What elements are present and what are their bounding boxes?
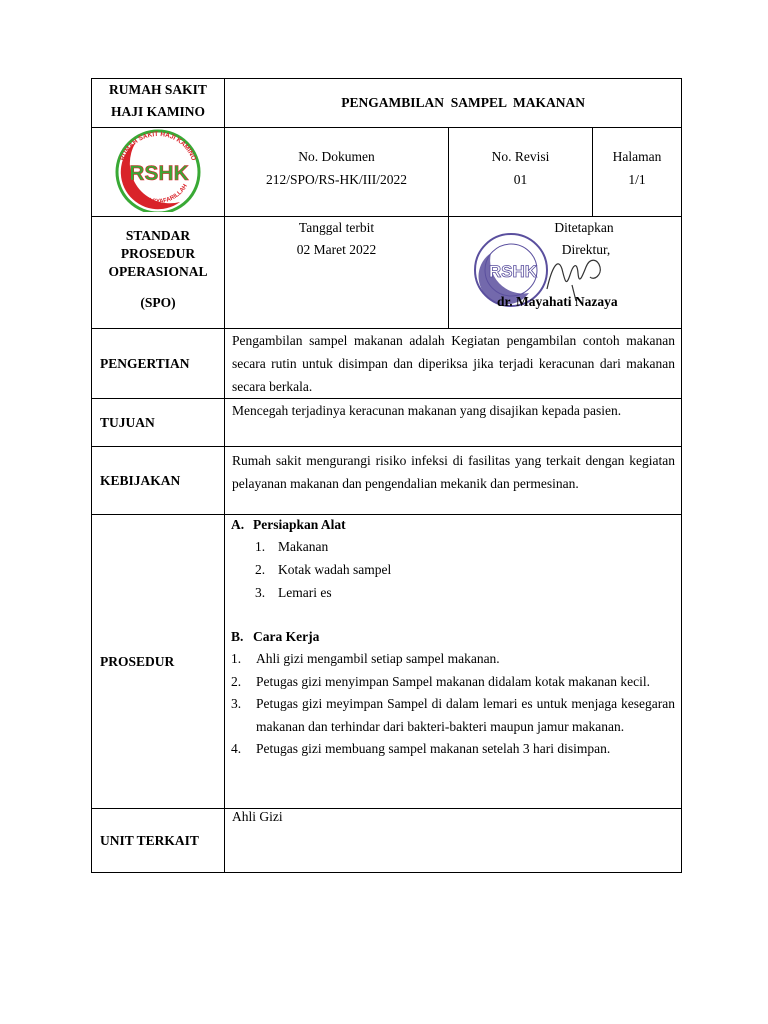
part-a-list (231, 535, 675, 604)
hospital-logo (108, 128, 208, 212)
unit-label: UNIT TERKAIT (100, 832, 199, 848)
spo-line1: STANDAR (125, 228, 191, 243)
unit-text: Ahli Gizi (232, 809, 283, 824)
tujuan-label: TUJUAN (100, 414, 155, 430)
spo-abbrev: (SPO) (140, 295, 176, 310)
unit-text-cell (225, 809, 682, 873)
list-item: 1. Makanan (255, 539, 329, 554)
kebijakan-text-cell (225, 447, 682, 515)
doc-number-label: No. Dokumen (298, 149, 375, 164)
list-item: 3. Petugas gizi meyimpan Sampel di dalam lemari es untuk menjaga kesegaran makanan dan terhindar dari bakteri-bakteri maupun jamur makanan. (231, 696, 676, 734)
approval-cell (449, 217, 682, 329)
revision-cell (449, 128, 593, 217)
prosedur-text-cell (225, 515, 682, 809)
unit-label-cell (92, 809, 225, 873)
spo-cell (92, 217, 225, 329)
hospital-name-cell (92, 79, 225, 128)
page-label: Halaman (612, 149, 662, 164)
hospital-name-line1: RUMAH SAKIT (109, 82, 207, 97)
kebijakan-label: KEBIJAKAN (100, 472, 181, 488)
tujuan-text-cell (225, 399, 682, 447)
page-cell (593, 128, 682, 217)
tujuan-label-cell (92, 399, 225, 447)
part-a-heading (231, 515, 675, 535)
part-b-title: Cara Kerja (253, 629, 320, 644)
issue-date-label: Tanggal terbit (298, 220, 375, 235)
spo-document-table (91, 78, 682, 873)
prosedur-label: PROSEDUR (100, 653, 175, 669)
logo-cell (92, 128, 225, 217)
document-title-cell (225, 79, 682, 128)
list-item: 3. Lemari es (255, 585, 332, 600)
stamp-mark-text: RSHK (488, 262, 538, 281)
part-b-heading (231, 626, 675, 648)
approved-label: Ditetapkan (554, 220, 614, 235)
tujuan-text: Mencegah terjadinya keracunan makanan yang disajikan kepada pasien. (232, 403, 622, 418)
list-item: 2. Kotak wadah sampel (255, 562, 392, 577)
spo-line3: OPERASIONAL (108, 264, 208, 279)
document-title: PENGAMBILAN SAMPEL MAKANAN (341, 95, 586, 110)
pengertian-text: Pengambilan sampel makanan adalah Kegiatan pengambilan contoh makanan secara rutin untuk disimpan dan diperiksa jika terjadi keracunan dari makanan secara berkala. (232, 333, 676, 394)
list-item: 4. Petugas gizi membuang sampel makanan setelah 3 hari disimpan. (231, 741, 611, 756)
kebijakan-label-cell (92, 447, 225, 515)
signatory-name: dr. Mayahati Nazaya (497, 294, 618, 309)
list-item: 1. Ahli gizi mengambil setiap sampel makanan. (231, 651, 500, 666)
doc-number-cell (225, 128, 449, 217)
approved-role: Direktur, (561, 242, 611, 257)
doc-number-value: 212/SPO/RS-HK/III/2022 (265, 172, 407, 187)
revision-value: 01 (513, 172, 528, 187)
hospital-name-line2: HAJI KAMINO (110, 104, 206, 119)
part-b-list (231, 648, 675, 761)
issue-date-cell (225, 217, 449, 329)
part-a-title: Persiapkan Alat (253, 517, 346, 532)
page-value: 1/1 (628, 172, 646, 187)
issue-date-value: 02 Maret 2022 (296, 242, 377, 257)
pengertian-text-cell (225, 329, 682, 399)
pengertian-label-cell (92, 329, 225, 399)
part-a-marker: A. (231, 517, 245, 532)
logo-mark-text: RSHK (129, 162, 189, 185)
logo-arc-top-text: RUMAH SAKIT HAJI KAMINO (119, 130, 197, 162)
logo-arc-bottom-text: YAYASAN SYAFARILLAH (127, 183, 189, 205)
prosedur-label-cell (92, 515, 225, 809)
list-item: 2. Petugas gizi menyimpan Sampel makanan didalam kotak makanan kecil. (231, 673, 651, 689)
part-b-marker: B. (231, 629, 244, 644)
kebijakan-text: Rumah sakit mengurangi risiko infeksi di fasilitas yang terkait dengan kegiatan pelayanan makanan dan pengendalian mekanik dan permesinan. (232, 453, 676, 491)
pengertian-label: PENGERTIAN (100, 355, 190, 371)
revision-label: No. Revisi (491, 149, 550, 164)
spo-line2: PROSEDUR (120, 246, 196, 261)
